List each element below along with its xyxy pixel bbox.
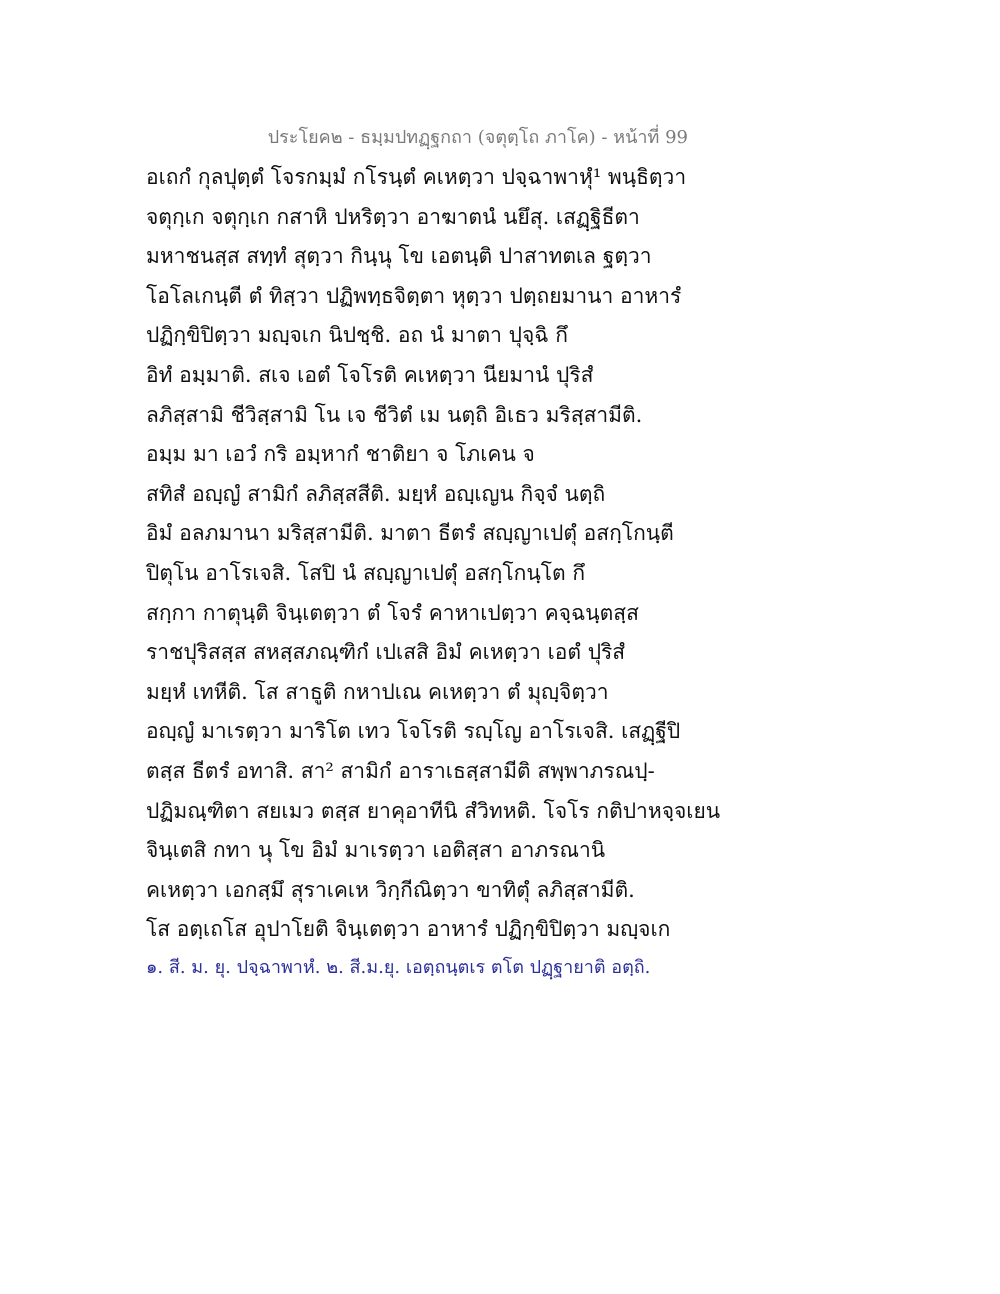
text-line: อิทํ อมฺมาติ. สเจ เอตํ โจโรติ คเหตฺวา นียมานํ ปุริสํ (146, 362, 594, 387)
text-line: มยฺหํ เทหีติ. โส สาธูติ กหาปเณ คเหตฺวา ตํ มุญฺจิตฺวา (146, 679, 609, 704)
text-line: ราชปุริสสฺส สหสฺสภณฺฑิกํ เปเสสิ อิมํ คเหตฺวา เอตํ ปุริสํ (146, 640, 626, 665)
running-header: ประโยค๒ - ธมฺมปทฏฺฐกถา (จตุตฺโถ ภาโค) - หน้าที่ 99 (267, 127, 688, 148)
text-line: ปิตุโน อาโรเจสิ. โสปิ นํ สญฺญาเปตุํ อสกฺโกนฺโต กึ (146, 560, 586, 585)
text-line: ลภิสฺสามิ ชีวิสฺสามิ โน เจ ชีวิตํ เม นตฺถิ อิเธว มริสฺสามีติ. (146, 402, 643, 427)
text-line: โส อตฺเถโส อุปาโยติ จินฺเตตฺวา อาหารํ ปฏิกฺขิปิตฺวา มญฺจเก (146, 917, 671, 942)
text-line: มหาชนสฺส สทฺทํ สุตฺวา กินฺนุ โข เอตนฺติ ปาสาทตเล ฐตฺวา (146, 244, 652, 269)
text-line: อิมํ อลภมานา มริสฺสามีติ. มาตา ธีตรํ สญฺญาเปตุํ อสกฺโกนฺตี (146, 521, 674, 546)
footnotes: ๑. สี. ม. ยุ. ปจฺฉาพาหํ. ๒. สี.ม.ยุ. เอตฺถนฺตเร ตโต ปฏฺฐายาติ อตฺถิ. (146, 957, 651, 978)
text-line: โอโลเกนฺตี ตํ ทิสฺวา ปฏิพทฺธจิตฺตา หุตฺวา ปตฺถยมานา อาหารํ (146, 283, 682, 308)
text-line: ปฏิกฺขิปิตฺวา มญฺจเก นิปชฺชิ. อถ นํ มาตา ปุจฺฉิ กึ (146, 323, 568, 348)
text-line: สกฺกา กาตุนฺติ จินฺเตตฺวา ตํ โจรํ คาหาเปตฺวา คจฺฉนฺตสฺส (146, 600, 639, 625)
text-line: อมฺม มา เอวํ กริ อมฺหากํ ชาติยา จ โภเคน จ (146, 442, 535, 467)
pali-body-text (146, 158, 721, 950)
text-line: ตสฺส ธีตรํ อทาสิ. สา² สามิกํ อาราเธสฺสามีติ สพฺพาภรณปฺ- (146, 758, 655, 783)
text-line: อเถกํ กุลปุตฺตํ โจรกมฺมํ กโรนฺตํ คเหตฺวา ปจฺฉาพาหุํ¹ พนฺธิตฺวา (146, 165, 687, 189)
text-line: สทิสํ อญฺญํ สามิกํ ลภิสฺสสีติ. มยฺหํ อญฺเญน กิจฺจํ นตฺถิ (146, 481, 606, 506)
text-line: จตุกฺเก จตุกฺเก กสาหิ ปหริตฺวา อาฆาตนํ นยึสุ. เสฏฺฐิธีตา (146, 204, 640, 229)
text-line: คเหตฺวา เอกสฺมึ สุราเคเห วิกฺกีณิตฺวา ขาทิตุํ ลภิสฺสามีติ. (146, 877, 635, 902)
text-line: อญฺญํ มาเรตฺวา มาริโต เทว โจโรติ รญฺโญ อาโรเจสิ. เสฏฺฐีปิ (146, 719, 681, 744)
text-line: จินฺเตสิ กทา นุ โข อิมํ มาเรตฺวา เอติสฺสา อาภรณานิ (146, 838, 606, 863)
text-line: ปฏิมณฺฑิตา สยเมว ตสฺส ยาคุอาทีนิ สํวิทหติ. โจโร กติปาหจฺจเยน (146, 798, 721, 823)
